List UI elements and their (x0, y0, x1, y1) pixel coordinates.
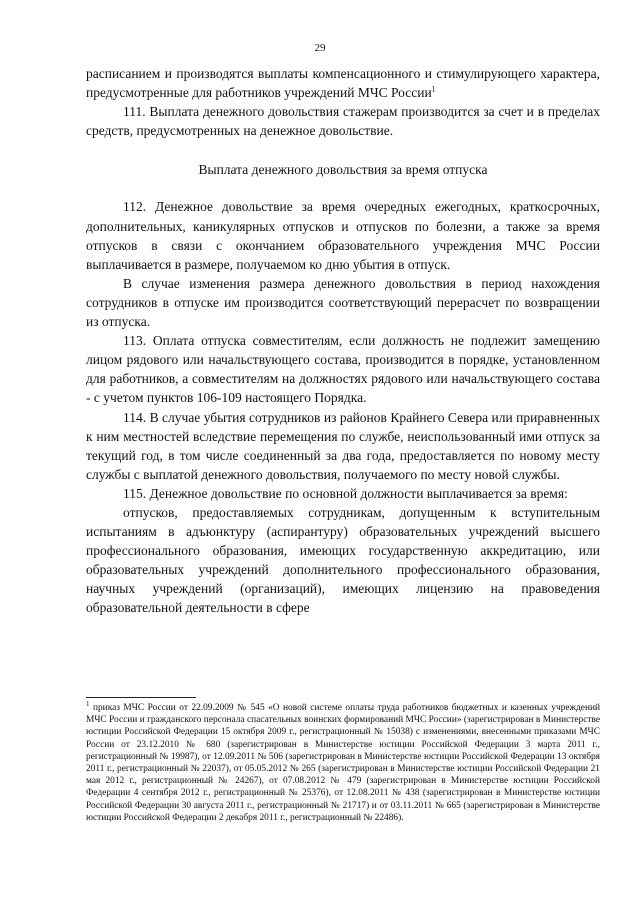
footnote (86, 699, 601, 824)
page-number: 29 (314, 42, 326, 54)
section-heading: Выплата денежного довольствия за время отпуска (198, 162, 488, 178)
paragraph-114: 114. В случае убытия сотрудников из районов Крайнего Севера или приравненных к ним местностей вследствие перемещения по службе, неиспользованный ими отпуск за текущий год, в том числе соединенный за два года, предоставляется по новому месту службы с выплатой денежного довольствия, получаемого по месту новой службы. (86, 409, 600, 482)
footnote-reference: 1 (431, 84, 436, 94)
paragraph-113: 113. Оплата отпуска совместителям, если должность не подлежит замещению лицом рядового или начальствующего состава, производится в порядке, установленном для работников, а совместителям на должностях рядового или начальствующего состава - с учетом пунктов 106-109 настоящего Порядка. (86, 333, 600, 406)
footnote-text: приказ МЧС России от 22.09.2009 № 545 «О новой системе оплаты труда работников бюджетных и казенных учреждений МЧС России и гражданского персонала спасательных воинских формирований МЧС России» (зарегистрирован в Министерстве юстиции Российской Федерации 15 октября 2009 г., регистрационный № 15038) с изменениями, внесенными приказами МЧС России от 23.12.2010 № 680 (зарегистрирован в Министерстве юстиции Российской Федерации 3 марта 2011 г., регистрационный № 19987), от 12.09.2011 № 506 (зарегистрирован в Министерстве юстиции Российской Федерации 13 октября 2011 г., регистрационный № 22037), от 05.05.2012 № 265 (зарегистрирован в Министерстве юстиции Российской Федерации 21 мая 2012 г., регистрационный № 24267), от 07.08.2012 № 479 (зарегистрирован в Министерстве юстиции Российской Федерации 4 сентября 2012 г., регистрационный № 25376), от 12.08.2011 № 438 (зарегистрирован в Министерстве юстиции Российской Федерации 30 августа 2011 г., регистрационный № 21717) и от 03.11.2011 № 665 (зарегистрирован в Министерстве юстиции Российской Федерации 2 декабря 2011 г., регистрационный № 22486). (86, 703, 601, 823)
paragraph-115-list-item: отпусков, предоставляемых сотрудникам, допущенным к вступительным испытаниям в адъюнктуру (аспирантуру) образовательных учреждений высшего профессионального образования, имеющих государственную аккредитацию, или образовательных учреждений дополнительного профессионального образования, научных учреждений (организаций), имеющих лицензию на правоведения образовательной деятельности в сфере (86, 504, 600, 616)
paragraph-112: 112. Денежное довольствие за время очередных ежегодных, краткосрочных, дополнительных, каникулярных отпусков и отпусков по болезни, а также за время отпусков в связи с окончанием образовательного учреждения МЧС России выплачивается в размере, получаемом ко дню убытия в отпуск. (86, 199, 600, 272)
paragraph-111: 111. Выплата денежного довольствия стажерам производится за счет и в пределах средств, предусмотренных на денежное довольствие. (86, 104, 600, 139)
paragraph-115: 115. Денежное довольствие по основной должности выплачивается за время: (123, 485, 568, 501)
document-body (86, 64, 600, 618)
paragraph-text: расписанием и производятся выплаты компенсационного и стимулирующего характера, предусмотренные для работников учреждений МЧС России (86, 66, 600, 101)
footnote-marker: 1 (86, 699, 90, 708)
paragraph-continuation (86, 64, 600, 102)
paragraph-recalculation: В случае изменения размера денежного довольствия в период нахождения сотрудников в отпуске им производится соответствующий перерасчет по возвращении из отпуска. (86, 275, 600, 330)
footnote-divider (86, 697, 196, 698)
